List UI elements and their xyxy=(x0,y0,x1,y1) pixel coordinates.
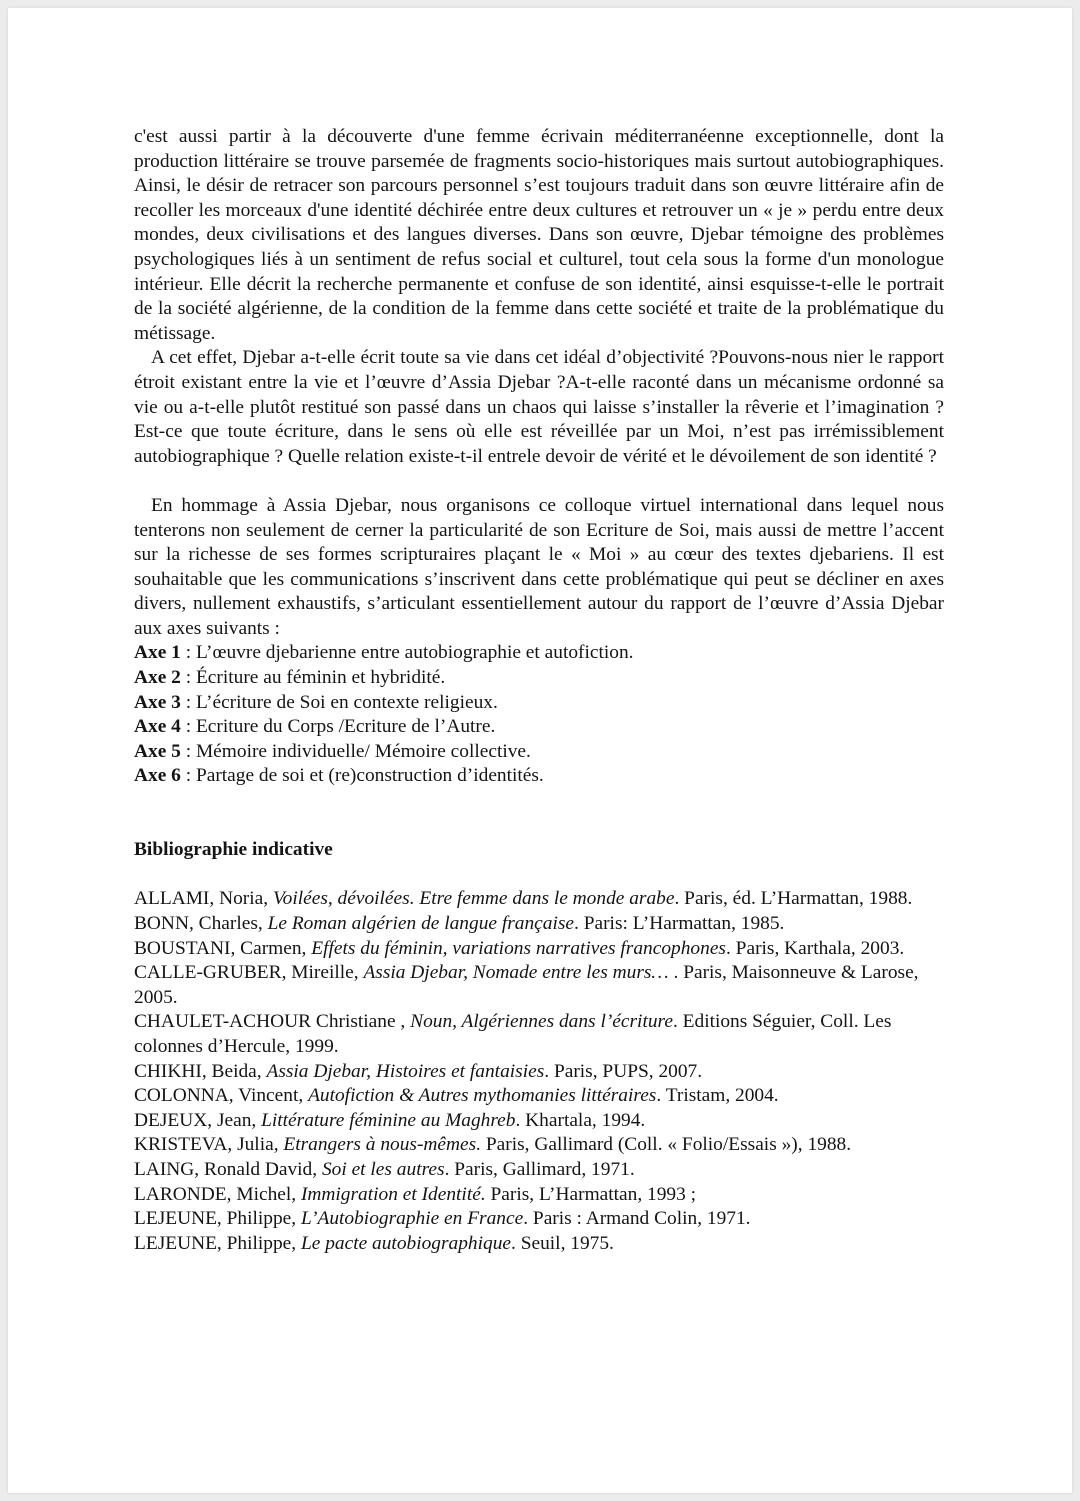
entry-publication: . Paris, Gallimard, 1971. xyxy=(444,1158,635,1180)
bibliography-entry xyxy=(134,1158,944,1183)
entry-title: Autofiction & Autres mythomanies littéraires xyxy=(308,1085,657,1107)
bibliography-entry xyxy=(134,1133,944,1158)
spacer xyxy=(134,789,944,814)
intro-paragraph: c'est aussi partir à la découverte d'une femme écrivain méditerranéenne exceptionnelle, dont la production littéraire se trouve parsemée de fragments socio-historiques mais surtout autobiographiques. Ainsi, le désir de retracer son parcours personnel s’est toujours traduit dans son œuvre littéraire afin de recoller les morceaux d'une identité déchirée entre deux cultures et retrouver un « je » perdu entre deux mondes, deux civilisations et des langues diverses. Dans son œuvre, Djebar témoigne des problèmes psychologiques liés à un sentiment de refus social et culturel, tout cela sous la forme d'un monologue intérieur. Elle décrit la recherche permanente et confuse de son identité, ainsi esquisse-t-elle le portrait de la société algérienne, de la condition de la femme dans cette société et traite de la problématique du métissage. xyxy=(134,126,944,344)
spacer xyxy=(134,863,944,888)
axes-list xyxy=(134,641,944,789)
entry-publication: . Paris, PUPS, 2007. xyxy=(544,1060,703,1082)
axis-item xyxy=(134,691,944,716)
entry-title: Voilées, dévoilées. Etre femme dans le monde arabe xyxy=(272,888,675,910)
axis-text: : Ecriture du Corps /Ecriture de l’Autre. xyxy=(180,716,496,738)
bibliography-entry xyxy=(134,1010,944,1059)
entry-publication: . Seuil, 1975. xyxy=(511,1232,614,1254)
axis-label: Axe 4 xyxy=(134,716,181,738)
entry-author: CHIKHI, Beida, xyxy=(134,1060,267,1082)
bibliography-entry xyxy=(134,937,944,962)
colloquium-paragraph: En hommage à Assia Djebar, nous organisons ce colloque virtuel international dans lequel nous tenterons non seulement de cerner la particularité de son Ecriture de Soi, mais aussi de mettre l’accent sur la richesse de ses formes scripturaires plaçant le « Moi » au cœur des textes djebariens. Il est souhaitable que les communications s’inscrivent dans cette problématique qui peut se décliner en axes divers, nullement exhaustifs, s’articulant essentiellement autour du rapport de l’œuvre d’Assia Djebar aux axes suivants : xyxy=(134,494,944,639)
entry-title: Le pacte autobiographique xyxy=(300,1232,512,1254)
questions-paragraph: A cet effet, Djebar a-t-elle écrit toute sa vie dans cet idéal d’objectivité ?Pouvons-nous nier le rapport étroit existant entre la vie et l’œuvre d’Assia Djebar ?A-t-elle raconté dans un mécanisme ordonné sa vie ou a-t-elle plutôt restitué son passé dans un chaos qui laisse s’installer la rêverie et l’imagination ? Est-ce que toute écriture, dans le sens où elle est réveillée par un Moi, n’est pas irrémissiblement autobiographique ? Quelle relation existe-t-il entrele devoir de vérité et le dévoilement de son identité ? xyxy=(134,347,944,467)
entry-author: BOUSTANI, Carmen, xyxy=(134,937,312,959)
entry-author: BONN, Charles, xyxy=(134,913,268,934)
bibliography-entry xyxy=(134,887,944,912)
axis-text: : L’œuvre djebarienne entre autobiographie et autofiction. xyxy=(180,642,634,664)
entry-title: L’Autobiographie en France xyxy=(300,1208,524,1230)
spacer xyxy=(134,469,944,494)
entry-author: LARONDE, Michel, xyxy=(134,1183,301,1205)
axis-label: Axe 5 xyxy=(134,740,181,762)
axis-item xyxy=(134,740,944,765)
axis-label: Axe 6 xyxy=(134,765,181,787)
entry-publication: . Khartala, 1994. xyxy=(515,1109,646,1131)
bibliography-entry xyxy=(134,1183,944,1208)
axis-text: : Partage de soi et (re)construction d’identités. xyxy=(180,765,544,787)
entry-publication: Paris, L’Harmattan, 1993 ; xyxy=(485,1183,697,1205)
axis-label: Axe 1 xyxy=(134,642,181,664)
entry-publication: . Tristam, 2004. xyxy=(656,1085,779,1107)
axis-text: : Écriture au féminin et hybridité. xyxy=(180,667,446,689)
entry-publication: Paris, Gallimard (Coll. « Folio/Essais »), 1988. xyxy=(481,1134,852,1156)
bibliography-entry xyxy=(134,1109,944,1134)
entry-publication: . Paris, Karthala, 2003. xyxy=(725,937,905,959)
bibliography-heading: Bibliographie indicative xyxy=(134,839,333,861)
entry-publication: . Paris: L’Harmattan, 1985. xyxy=(574,913,785,934)
entry-author: LEJEUNE, Philippe, xyxy=(134,1208,301,1230)
entry-title: Soi et les autres xyxy=(321,1158,445,1180)
axis-item xyxy=(134,666,944,691)
entry-author: LEJEUNE, Philippe, xyxy=(134,1232,301,1254)
entry-title: Assia Djebar, Nomade entre les murs… xyxy=(363,962,674,984)
bibliography-entry xyxy=(134,1207,944,1232)
entry-author: CHAULET-ACHOUR Christiane , xyxy=(134,1011,411,1033)
entry-publication: . Editions Séguier, Coll. Les colonnes d’Hercule, 1999. xyxy=(134,1011,892,1057)
entry-title: Le Roman algérien de langue française xyxy=(267,913,575,934)
axis-label: Axe 3 xyxy=(134,691,181,713)
document-body xyxy=(134,125,944,1256)
axis-text: : L’écriture de Soi en contexte religieux. xyxy=(180,691,498,713)
entry-author: ALLAMI, Noria, xyxy=(134,888,273,910)
bibliography-entry xyxy=(134,912,944,937)
bibliography-list xyxy=(134,887,944,1256)
entry-title: Etrangers à nous-mêmes. xyxy=(283,1134,482,1156)
bibliography-entry xyxy=(134,961,944,1010)
entry-author: KRISTEVA, Julia, xyxy=(134,1134,284,1156)
entry-title: Immigration et Identité. xyxy=(300,1183,486,1205)
entry-author: COLONNA, Vincent, xyxy=(134,1085,309,1107)
axis-label: Axe 2 xyxy=(134,667,181,689)
document-page xyxy=(8,8,1072,1493)
bibliography-entry xyxy=(134,1060,944,1085)
entry-publication: . Paris : Armand Colin, 1971. xyxy=(523,1208,751,1230)
entry-publication: . Paris, éd. L’Harmattan, 1988. xyxy=(674,888,913,910)
bibliography-entry xyxy=(134,1084,944,1109)
axis-text: : Mémoire individuelle/ Mémoire collective. xyxy=(180,740,531,762)
entry-title: Littérature féminine au Maghreb xyxy=(261,1109,516,1131)
axis-item xyxy=(134,715,944,740)
axis-item xyxy=(134,764,944,789)
axis-item xyxy=(134,641,944,666)
entry-title: Noun, Algériennes dans l’écriture xyxy=(410,1011,673,1033)
spacer xyxy=(134,814,944,839)
entry-title: Effets du féminin, variations narratives francophones xyxy=(311,937,726,959)
entry-title: Assia Djebar, Histoires et fantaisies xyxy=(266,1060,545,1082)
entry-author: CALLE-GRUBER, Mireille, xyxy=(134,962,364,984)
entry-author: LAING, Ronald David, xyxy=(134,1158,322,1180)
bibliography-entry xyxy=(134,1232,944,1257)
entry-publication: . Paris, Maisonneuve & Larose, 2005. xyxy=(134,962,919,1008)
entry-author: DEJEUX, Jean, xyxy=(134,1109,262,1131)
